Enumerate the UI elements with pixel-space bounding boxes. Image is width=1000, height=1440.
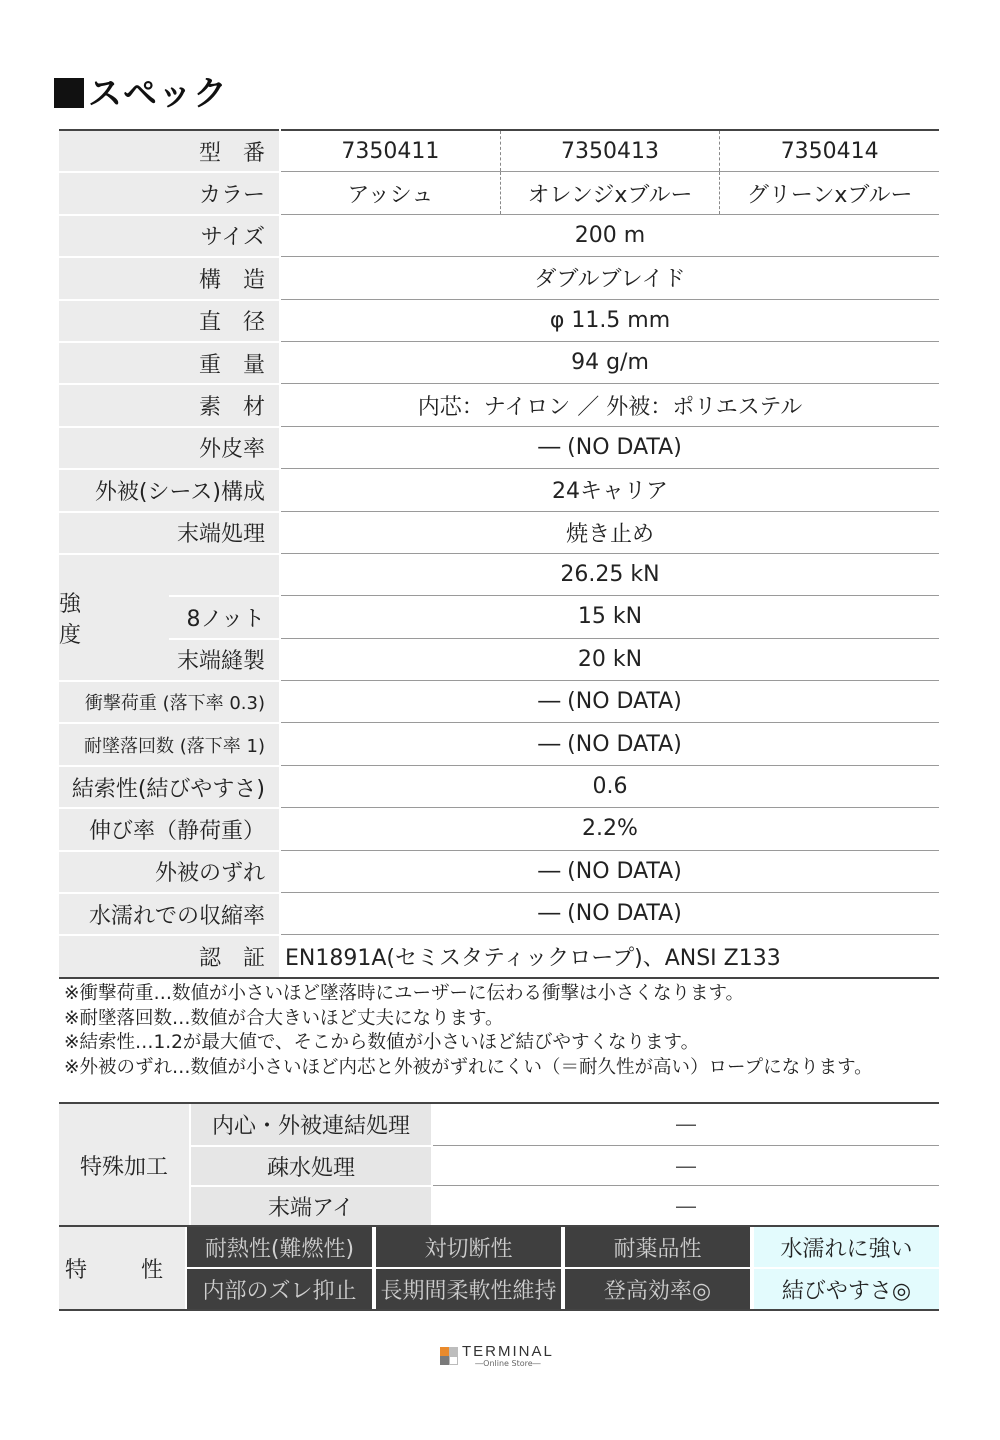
color-name: オレンジxブルー <box>500 172 720 213</box>
note-line: ※外被のずれ…数値が小さいほど内芯と外被がずれにくい（＝耐久性が高い）ロープになります。 <box>64 1056 873 1078</box>
spec-value: ― (NO DATA) <box>281 850 939 892</box>
spec-value: ― (NO DATA) <box>281 680 939 722</box>
strength-values <box>281 553 939 680</box>
note-line: ※耐墜落回数…数値が合大きいほど丈夫になります。 <box>64 1007 504 1029</box>
color-row <box>59 171 939 213</box>
model-number: 7350414 <box>719 131 939 171</box>
spec-row <box>59 850 939 892</box>
property-cell: 登高効率◎ <box>565 1269 750 1309</box>
strength-sub-labels <box>169 553 279 680</box>
spec-label: 耐墜落回数 (落下率 1) <box>59 722 279 764</box>
spec-row <box>59 680 939 722</box>
logo-subtitle: ―Online Store― <box>475 1359 541 1368</box>
table-bottom-rule <box>59 977 939 979</box>
spec-value: ― (NO DATA) <box>281 892 939 934</box>
special-processing-table <box>59 1102 939 1226</box>
strength-value: 15 kN <box>281 595 939 637</box>
spec-value: 200 m <box>281 214 939 256</box>
color-name: アッシュ <box>347 182 434 208</box>
model-number: 7350411 <box>341 138 440 164</box>
property-cell: 内部のズレ抑止 <box>187 1269 372 1309</box>
spec-value: 94 g/m <box>281 341 939 383</box>
spec-label: 構 造 <box>59 256 279 298</box>
special-rows <box>189 1104 939 1226</box>
spec-label: 伸び率（静荷重） <box>59 807 279 849</box>
property-cell: 対切断性 <box>376 1227 561 1267</box>
spec-row <box>59 807 939 849</box>
note-line: ※結索性…1.2が最大値で、そこから数値が小さいほど結びやすくなります。 <box>64 1032 700 1053</box>
spec-value: ダブルブレイド <box>281 256 939 298</box>
spec-row <box>59 214 939 256</box>
property-cell: 水濡れに強い <box>754 1227 939 1267</box>
spec-label: 素 材 <box>59 383 279 425</box>
special-item-value: ― <box>433 1145 939 1186</box>
spec-label: 衝撃荷重 (落下率 0.3) <box>59 680 279 722</box>
special-row <box>189 1185 939 1226</box>
property-cell: 耐薬品性 <box>565 1227 750 1267</box>
spec-row <box>59 383 939 425</box>
page-title-text: スペック <box>88 74 228 114</box>
special-item-value: ― <box>433 1185 939 1226</box>
spec-label: 末端処理 <box>59 511 279 553</box>
spec-row <box>59 341 939 383</box>
spec-label: 結索性(結びやすさ) <box>59 765 279 807</box>
special-item-label: 末端アイ <box>191 1185 431 1226</box>
spec-label: 外被のずれ <box>59 850 279 892</box>
special-wrap <box>59 1104 939 1226</box>
color-label: カラー <box>59 171 279 213</box>
spec-label: 重 量 <box>59 341 279 383</box>
note-line: ※衝撃荷重…数値が小さいほど墜落時にユーザーに伝わる衝撃は小さくなります。 <box>64 983 745 1004</box>
spec-label: 直 径 <box>59 299 279 341</box>
spec-label: 外被(シース)構成 <box>59 468 279 510</box>
model-values <box>281 129 939 171</box>
spec-label: 外皮率 <box>59 426 279 468</box>
spec-row <box>59 765 939 807</box>
spec-row <box>59 722 939 764</box>
spec-value: ― (NO DATA) <box>281 722 939 764</box>
special-item-label: 内心・外被連結処理 <box>191 1104 431 1145</box>
strength-value: 26.25 kN <box>281 553 939 595</box>
special-item-label: 疎水処理 <box>191 1145 431 1186</box>
model-label: 型 番 <box>59 129 279 171</box>
spec-row <box>59 426 939 468</box>
spec-label: 水濡れでの収縮率 <box>59 892 279 934</box>
color-name: グリーンxブルー <box>719 172 939 213</box>
properties-table <box>59 1225 939 1311</box>
strength-sub-label: 8ノット <box>169 595 279 637</box>
spec-value: 0.6 <box>281 765 939 807</box>
strength-group <box>59 553 939 680</box>
cert-label: 認 証 <box>59 934 279 976</box>
spec-value: φ 11.5 mm <box>281 299 939 341</box>
spec-row <box>59 299 939 341</box>
strength-label: 強 度 <box>59 553 169 680</box>
notes <box>64 982 873 1080</box>
property-cell: 結びやすさ◎ <box>754 1269 939 1309</box>
spec-value: 2.2% <box>281 807 939 849</box>
cert-row <box>59 934 939 976</box>
logo-brand: TERMINAL <box>462 1343 554 1360</box>
terminal-logo <box>440 1344 554 1368</box>
spec-table <box>59 129 939 979</box>
spec-row <box>59 892 939 934</box>
properties-label: 特 性 <box>59 1227 185 1309</box>
special-item-value: ― <box>676 1112 696 1137</box>
logo-text <box>462 1344 554 1368</box>
property-cell: 耐熱性(難燃性) <box>187 1227 372 1267</box>
spec-row <box>59 256 939 298</box>
cert-value: EN1891A(セミスタティックロープ)、ANSI Z133 <box>281 934 939 976</box>
strength-sub-label: 末端縫製 <box>169 638 279 680</box>
spec-value: 24キャリア <box>281 468 939 510</box>
spec-value: 焼き止め <box>281 511 939 553</box>
special-label: 特殊加工 <box>59 1104 189 1226</box>
model-number: 7350413 <box>500 131 720 171</box>
properties-grid <box>187 1227 939 1309</box>
model-row <box>59 129 939 171</box>
page-title <box>54 66 228 115</box>
spec-label: サイズ <box>59 214 279 256</box>
strength-sub-label <box>169 553 279 595</box>
spec-value: 内芯：ナイロン ／ 外被：ポリエステル <box>281 383 939 425</box>
spec-value: ― (NO DATA) <box>281 426 939 468</box>
logo-mark-icon <box>440 1347 458 1365</box>
special-row <box>189 1145 939 1186</box>
strength-value: 20 kN <box>281 638 939 680</box>
spec-row <box>59 511 939 553</box>
color-values <box>281 171 939 213</box>
square-icon <box>54 78 84 108</box>
special-row <box>189 1104 939 1145</box>
spec-row <box>59 468 939 510</box>
property-cell: 長期間柔軟性維持 <box>376 1269 561 1309</box>
